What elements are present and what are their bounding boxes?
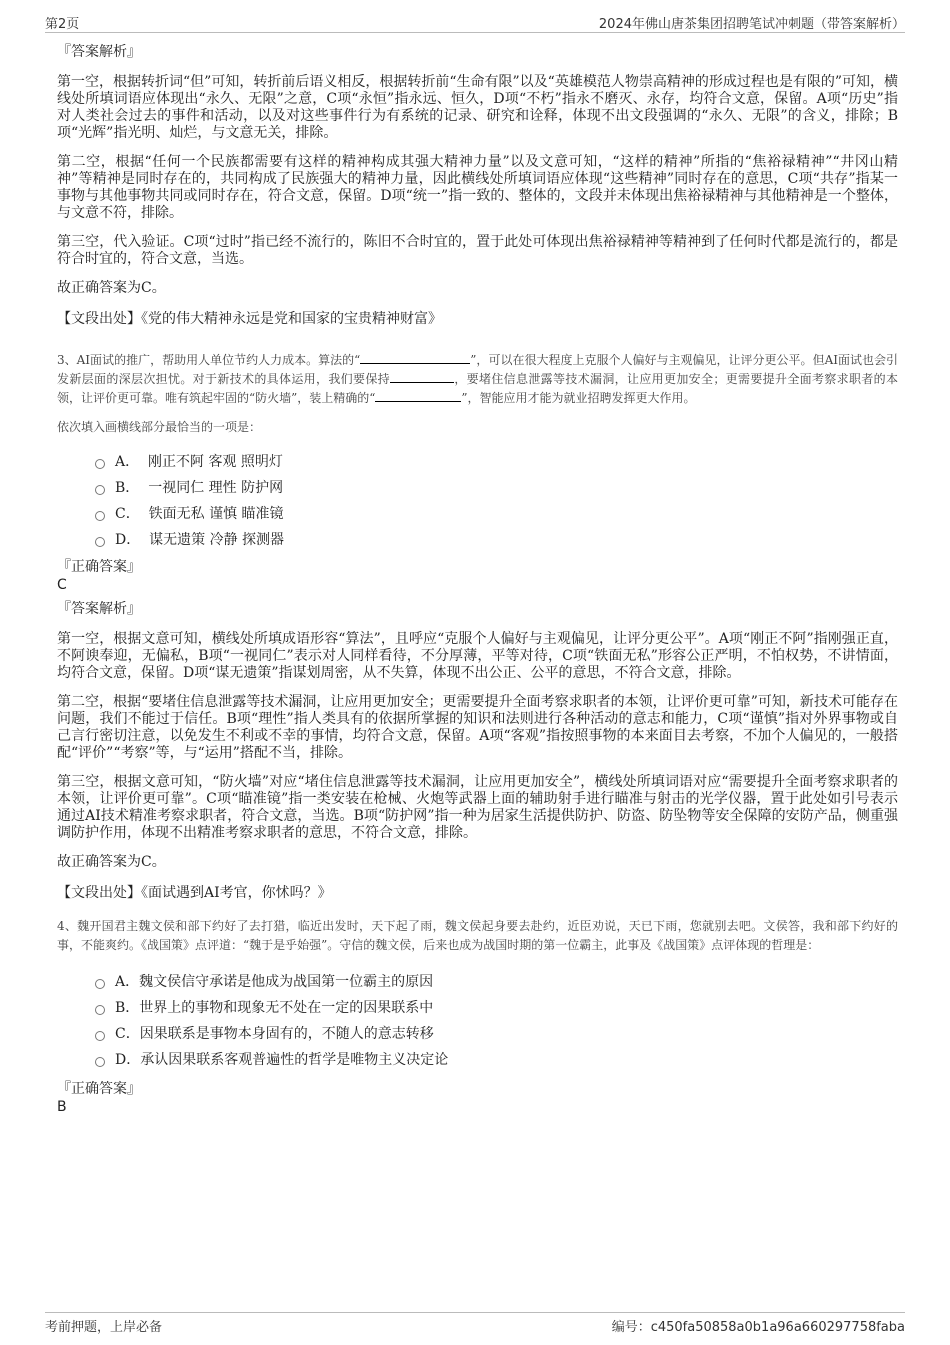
page-content (57, 42, 898, 1121)
page-header (45, 12, 905, 33)
fill-blank (375, 389, 461, 402)
radio-icon[interactable] (95, 1031, 105, 1041)
radio-icon[interactable] (95, 459, 105, 469)
radio-icon[interactable] (95, 485, 105, 495)
analysis-paragraph: 第一空，根据转折词“但”可知，转折前后语义相反，根据转折前“生命有限”以及“英雄模范人物崇高精神的形成过程也是有限的”可知，横线处所填词语应体现出“永久、无限”之意，C项“永恒”指永远、恒久，D项“不朽”指永不磨灭、永存，均符合文意，保留。A项“历史”指对人类社会过去的事件和活动，以及对这些事件行为有系统的记录、研究和诠释，体现不出文段强调的“永久、无限”的含义，排除；B项“光辉”指光明、灿烂，与文意无关，排除。 (57, 74, 898, 141)
answer-tag: 『正确答案』 (57, 1081, 141, 1097)
option-a[interactable]: A． 刚正不阿 客观 照明灯 (95, 449, 898, 475)
option-a[interactable]: A． 魏文侯信守承诺是他成为战国第一位霸主的原因 (95, 969, 898, 995)
option-list (95, 969, 898, 1073)
source-citation: 【文段出处】《党的伟大精神永远是党和国家的宝贵精神财富》 (57, 311, 442, 327)
question-prompt: 依次填入画横线部分最恰当的一项是： (57, 420, 262, 434)
page-number: 第2页 (45, 17, 80, 32)
document-title: 2024年佛山唐茶集团招聘笔试冲刺题（带答案解析） (598, 17, 905, 32)
analysis-tag: 『答案解析』 (57, 601, 141, 617)
fill-blank (390, 370, 454, 383)
option-list (95, 449, 898, 553)
correct-answer: B (57, 1099, 67, 1115)
fill-blank (360, 351, 470, 364)
radio-icon[interactable] (95, 979, 105, 989)
option-d[interactable]: D． 谋无遗策 冷静 探测器 (95, 527, 898, 553)
footer-slogan: 考前押题，上岸必备 (45, 1320, 163, 1335)
correct-answer: C (57, 577, 67, 593)
option-c[interactable]: C． 因果联系是事物本身固有的，不随人的意志转移 (95, 1021, 898, 1047)
page-footer (45, 1312, 905, 1335)
analysis-paragraph: 故正确答案为C。 (57, 854, 166, 870)
question-stem: 3、AI面试的推广，帮助用人单位节约人力成本。算法的“ ”，可以在很大程度上克服个人偏好与主观偏见，让评分更公平。但AI面试也会引发新层面的深层次担忧。对于新技术的具体运用，我们要保持 ，要堵住信息泄露等技术漏洞，让应用更加安全；更需要提升全面考察求职者的本领，让评价更可靠。唯有筑起牢固的“防火墙”，装上精确的“ ”，智能应用才能为就业招聘发挥更大作用。 (57, 353, 898, 405)
radio-icon[interactable] (95, 1005, 105, 1015)
radio-icon[interactable] (95, 1057, 105, 1067)
option-d[interactable]: D． 承认因果联系客观普遍性的哲学是唯物主义决定论 (95, 1047, 898, 1073)
option-b[interactable]: B． 世界上的事物和现象无不处在一定的因果联系中 (95, 995, 898, 1021)
analysis-paragraph: 第一空，根据文意可知，横线处所填成语形容“算法”，且呼应“克服个人偏好与主观偏见，让评分更公平”。A项“刚正不阿”指刚强正直，不阿谀奉迎，无偏私，B项“一视同仁”表示对人同样看待，不分厚薄，平等对待，C项“铁面无私”形容公正严明，不怕权势，不讲情面，均符合文意，保留。D项“谋无遗策”指谋划周密，从不失算，体现不出公正、公平的意思，不符合文意，排除。 (57, 631, 898, 681)
radio-icon[interactable] (95, 537, 105, 547)
radio-icon[interactable] (95, 511, 105, 521)
analysis-paragraph: 第二空，根据“要堵住信息泄露等技术漏洞，让应用更加安全；更需要提升全面考察求职者的本领，让评价更可靠”可知，新技术可能存在问题，我们不能过于信任。B项“理性”指人类具有的依据所掌握的知识和法则进行各种活动的意志和能力，C项“谨慎”指对外界事物或自己言行密切注意，以免发生不利或不幸的事情，均符合文意，保留。A项“客观”指按照事物的本来面目去考察，不加个人偏见的，一般搭配“评价”“考察”等，与“运用”搭配不当，排除。 (57, 694, 898, 761)
source-citation: 【文段出处】《面试遇到AI考官，你怵吗？》 (57, 885, 332, 901)
analysis-paragraph: 第三空，根据文意可知，“防火墙”对应“堵住信息泄露等技术漏洞，让应用更加安全”，横线处所填词语对应“需要提升全面考察求职者的本领，让评价更可靠”。C项“瞄准镜”指一类安装在枪械、火炮等武器上面的辅助射手进行瞄准与射击的光学仪器，置于此处如引号表示通过AI技术精准考察求职者，符合文意，当选。B项“防护网”指一种为居家生活提供防护、防盗、防坠物等安全保障的安防产品，侧重强调防护作用，体现不出精准考察求职者的意思，不符合文意，排除。 (57, 774, 898, 841)
analysis-tag: 『答案解析』 (57, 44, 141, 60)
option-c[interactable]: C． 铁面无私 谨慎 瞄准镜 (95, 501, 898, 527)
document-id: 编号：c450fa50858a0b1a96a660297758faba (611, 1320, 905, 1335)
analysis-paragraph: 第三空，代入验证。C项“过时”指已经不流行的，陈旧不合时宜的，置于此处可体现出焦裕禄精神等精神到了任何时代都是流行的，都是符合时宜的，符合文意，当选。 (57, 234, 898, 267)
analysis-paragraph: 第二空，根据“任何一个民族都需要有这样的精神构成其强大精神力量”以及文意可知，“这样的精神”所指的“焦裕禄精神”“井冈山精神”等精神是同时存在的，共同构成了民族强大的精神力量，因此横线处所填词语应体现“这些精神”同时存在的意思，C项“共存”指某一事物与其他事物共同或同时存在，符合文意，保留。D项“统一”指一致的、整体的，文段并未体现出焦裕禄精神与其他精神是一个整体，与文意不符，排除。 (57, 154, 898, 221)
option-b[interactable]: B． 一视同仁 理性 防护网 (95, 475, 898, 501)
question-stem: 4、魏开国君主魏文侯和部下约好了去打猎，临近出发时，天下起了雨，魏文侯起身要去赴约，近臣劝说，天已下雨，您就别去吧。文侯答，我和部下约好的事，不能爽约。《战国策》点评道：“魏于是乎始强”。守信的魏文侯，后来也成为战国时期的第一位霸主，此事及《战国策》点评体现的哲理是： (57, 919, 898, 952)
answer-tag: 『正确答案』 (57, 559, 141, 575)
analysis-paragraph: 故正确答案为C。 (57, 280, 166, 296)
